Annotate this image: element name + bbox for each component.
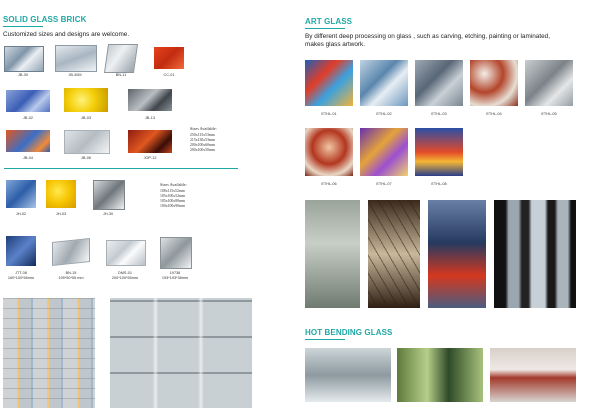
sizes-b-item: 105x100x52mm: [160, 194, 185, 199]
product-jb06-image: [64, 130, 110, 154]
product-bn15-size: 195*50*55 mm: [58, 276, 84, 280]
product-bn11-code: BN-11: [115, 73, 127, 77]
product-jb02-code: JB-02: [23, 116, 33, 120]
product-dms01-image: [106, 240, 146, 266]
art-ethl08-code: ETHL-08: [431, 182, 447, 186]
product-jb04-image: [6, 130, 50, 152]
art-ethl05-code: ETHL-05: [541, 112, 557, 116]
product-jb30m-code: JB-30M: [68, 73, 82, 77]
glass-brick-wall-photo: [3, 298, 95, 408]
product-jh02-code: JH-02: [15, 212, 27, 216]
product-jb30-image: [4, 46, 44, 72]
product-jop12-code: JOP-12: [143, 156, 157, 160]
product-jb30-code: JB-30: [18, 73, 28, 77]
art-ethl05-image: [525, 60, 573, 106]
product-jh03-code: JH-03: [55, 212, 67, 216]
sizes-a-item: 200x100x50mm: [190, 147, 215, 152]
art-ethl06-image: [305, 128, 353, 176]
glass-brick-closeup-photo: [110, 298, 252, 408]
sizes-a-item: 215x130x53mm: [190, 138, 215, 143]
art-glass-title: ART GLASS: [305, 17, 353, 26]
product-jb13-code: JB-13: [145, 116, 155, 120]
product-19738-size: 193*193*38mm: [161, 276, 189, 280]
hot-bending-photo-3: [490, 348, 576, 402]
product-dms01-code: DMS-01: [118, 271, 132, 275]
product-jh03-image: [46, 180, 76, 208]
product-jb03-code: JB-03: [81, 116, 91, 120]
solid-glass-brick-title: SOLID GLASS BRICK: [3, 15, 87, 24]
art-panel-photo-4: [494, 200, 576, 308]
sizes-a-item: 250x115x53mm: [190, 133, 215, 138]
sizes-available-a: [190, 127, 217, 152]
product-jb04-code: JB-04: [23, 156, 33, 160]
art-ethl01-image: [305, 60, 353, 106]
product-jb02-image: [6, 90, 50, 112]
product-jh30-code: JH-30: [102, 212, 114, 216]
art-ethl02-image: [360, 60, 408, 106]
hot-bending-photo-1: [305, 348, 391, 402]
art-ethl03-image: [415, 60, 463, 106]
product-19738-code: 19738: [169, 271, 181, 275]
product-jtt08-size: 160*100*56mm: [7, 276, 35, 280]
sizes-b-item: 108x115x52mm: [160, 189, 185, 194]
art-panel-photo-3: [428, 200, 486, 308]
product-jtt08-image: [6, 236, 36, 266]
product-19738-image: [160, 237, 192, 269]
right-page: [297, 0, 594, 418]
sizes-a-item: 200x100x60mm: [190, 142, 215, 147]
hot-bending-photo-2: [397, 348, 483, 402]
art-ethl07-code: ETHL-07: [376, 182, 392, 186]
product-bn15-image: [52, 238, 90, 266]
product-cc01-image: [154, 47, 184, 69]
art-ethl03-code: ETHL-03: [431, 112, 447, 116]
product-jtt08-code: JTT-08: [15, 271, 27, 275]
product-dms01-size: 200*100*55mm: [111, 276, 139, 280]
art-ethl07-image: [360, 128, 408, 176]
section-divider: [4, 168, 238, 169]
sizes-b-title: Sizes Available:: [160, 182, 187, 187]
product-jb06-code: JB-06: [81, 156, 91, 160]
art-panel-photo-2: [368, 200, 420, 308]
product-jop12-image: [128, 130, 172, 153]
art-ethl08-image: [415, 128, 463, 176]
solid-glass-brick-subtitle: Customized sizes and designs are welcome.: [3, 31, 130, 38]
product-cc01-code: CC-01: [163, 73, 175, 77]
product-jh02-image: [6, 180, 36, 208]
sizes-b-item: 105x100x80mm: [160, 198, 185, 203]
product-jb03-image: [64, 88, 108, 112]
art-ethl04-code: ETHL-04: [486, 112, 502, 116]
product-jb13-image: [128, 89, 172, 111]
sizes-b-item: 100x100x90mm: [160, 203, 185, 208]
product-bn15-code: BN-15: [65, 271, 77, 275]
art-ethl01-code: ETHL-01: [321, 112, 337, 116]
product-jb30m-image: [55, 45, 97, 72]
art-ethl04-image: [470, 60, 518, 106]
art-ethl06-code: ETHL-06: [321, 182, 337, 186]
art-glass-description: By different deep processing on glass , such as carving, etching, painting or laminated, makes glass artwork.: [305, 33, 551, 48]
sizes-available-b: [160, 183, 187, 208]
art-ethl02-code: ETHL-02: [376, 112, 392, 116]
product-bn11-image: [104, 44, 138, 73]
sizes-a-title: Sizes Available:: [190, 126, 217, 131]
hot-bending-glass-title: HOT BENDING GLASS: [305, 328, 393, 337]
art-panel-photo-1: [305, 200, 360, 308]
product-jh30-image: [93, 180, 125, 210]
